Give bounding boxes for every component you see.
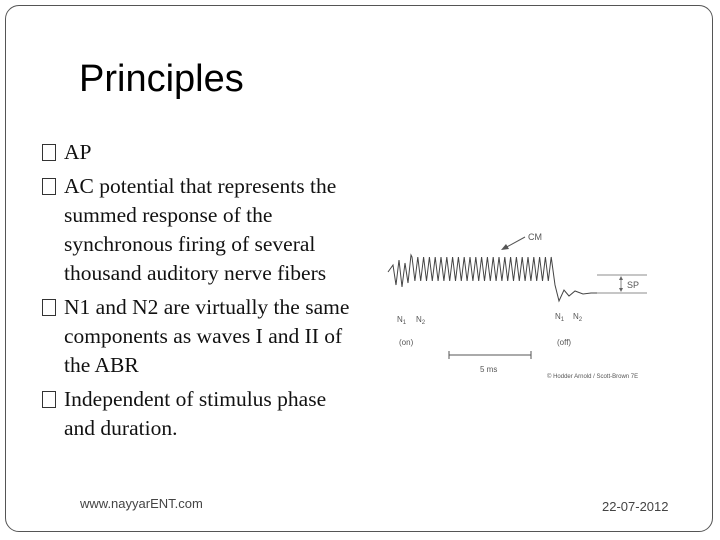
bullet-text: AC potential that represents the summed response of the synchronous firing of several thousand auditory nerve fibers bbox=[64, 174, 337, 285]
sp-arrow-head-up bbox=[619, 276, 623, 280]
on-label: (on) bbox=[399, 338, 414, 347]
figure-credit: © Hodder Arnold / Scott-Brown 7E bbox=[547, 374, 639, 380]
bullet-item bbox=[42, 385, 352, 443]
off-label: (off) bbox=[557, 338, 572, 347]
bullet-item bbox=[42, 138, 352, 167]
slide-title: Principles bbox=[79, 58, 244, 100]
n2-off-label: $N_2$ bbox=[573, 312, 583, 323]
waveform-svg bbox=[385, 225, 655, 385]
bullet-list bbox=[42, 138, 352, 448]
n1-on-label: $N_1$ bbox=[397, 315, 407, 326]
checkbox-bullet-icon bbox=[42, 178, 56, 195]
waveform-figure bbox=[385, 225, 655, 385]
footer-date: 22-07-2012 bbox=[602, 499, 669, 514]
sp-arrow-head-down bbox=[619, 288, 623, 292]
scale-bar-label: 5 ms bbox=[480, 365, 498, 374]
bullet-text: AP bbox=[64, 140, 92, 164]
waveform-trace bbox=[388, 255, 597, 301]
bullet-item bbox=[42, 293, 352, 380]
cm-label: CM bbox=[528, 232, 542, 242]
checkbox-bullet-icon bbox=[42, 299, 56, 316]
checkbox-bullet-icon bbox=[42, 391, 56, 408]
checkbox-bullet-icon bbox=[42, 144, 56, 161]
bullet-text: N1 and N2 are virtually the same components as waves I and II of the ABR bbox=[64, 295, 350, 377]
sp-label: SP bbox=[627, 280, 640, 290]
cm-arrow-head bbox=[501, 244, 509, 250]
bullet-item bbox=[42, 172, 352, 288]
footer-website: www.nayyarENT.com bbox=[80, 496, 203, 511]
n1-off-label: $N_1$ bbox=[555, 312, 565, 323]
n2-on-label: $N_2$ bbox=[416, 315, 426, 326]
bullet-text: Independent of stimulus phase and duration. bbox=[64, 387, 327, 440]
